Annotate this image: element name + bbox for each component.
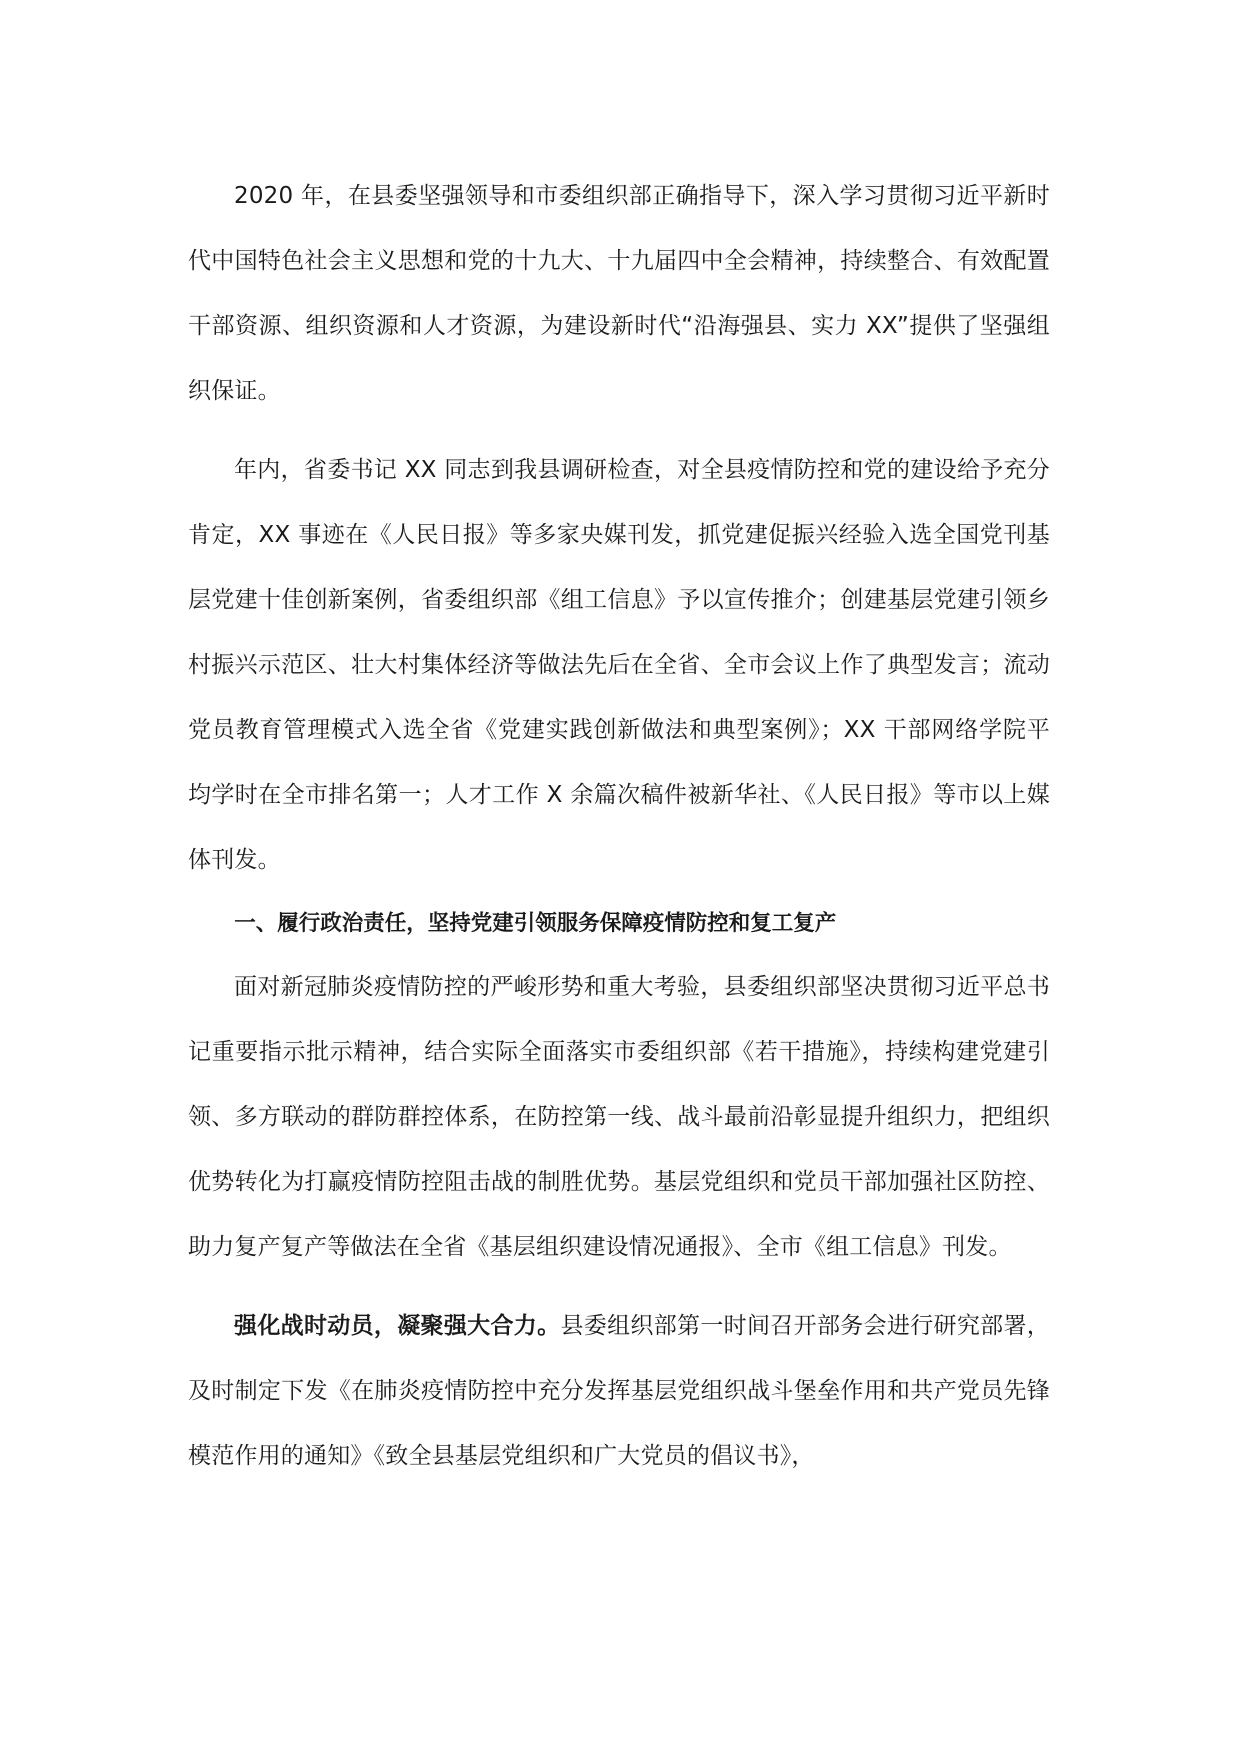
section-paragraph: 面对新冠肺炎疫情防控的严峻形势和重大考验，县委组织部坚决贯彻习近平总书记重要指示批示精神，结合实际全面落实市委组织部《若干措施》，持续构建党建引领、多方联动的群防群控体系，在防控第一线、战斗最前沿彰显提升组织力，把组织优势转化为打赢疫情防控阻击战的制胜优势。基层党组织和党员干部加强社区防控、助力复产复产等做法在全省《基层组织建设情况通报》、全市《组工信息》刊发。: [188, 974, 1050, 1260]
mobilization-text: 县委组织部第一时间召开部务会进行研究部署，及时制定下发《在肺炎疫情防控中充分发挥基层党组织战斗堡垒作用和共产党员先锋模范作用的通知》《致全县基层党组织和广大党员的倡议书》，: [188, 1313, 1050, 1469]
paragraph-spacer: [188, 424, 1050, 438]
section-heading: 一、履行政治责任，坚持党建引领服务保障疫情防控和复工复产: [234, 911, 837, 936]
mobilization-lead: 强化战时动员，凝聚强大合力。: [234, 1313, 561, 1339]
document-body: [188, 164, 1050, 1489]
paragraph-spacer: [188, 1280, 1050, 1294]
mobilization-paragraph: [188, 1294, 1050, 1489]
intro-paragraph: 2020 年，在县委坚强领导和市委组织部正确指导下，深入学习贯彻习近平新时代中国特色社会主义思想和党的十九大、十九届四中全会精神，持续整合、有效配置干部资源、组织资源和人才资源，为建设新时代“沿海强县、实力 XX”提供了坚强组织保证。: [188, 183, 1050, 404]
achievements-paragraph: 年内，省委书记 XX 同志到我县调研检查，对全县疫情防控和党的建设给予充分肯定，XX 事迹在《人民日报》等多家央媒刊发，抓党建促振兴经验入选全国党刊基层党建十佳创新案例，省委组织部《组工信息》予以宣传推介；创建基层党建引领乡村振兴示范区、壮大村集体经济等做法先后在全省、全市会议上作了典型发言；流动党员教育管理模式入选全省《党建实践创新做法和典型案例》；XX 干部网络学院平均学时在全市排名第一；人才工作 X 余篇次稿件被新华社、《人民日报》等市以上媒体刊发。: [188, 457, 1050, 873]
